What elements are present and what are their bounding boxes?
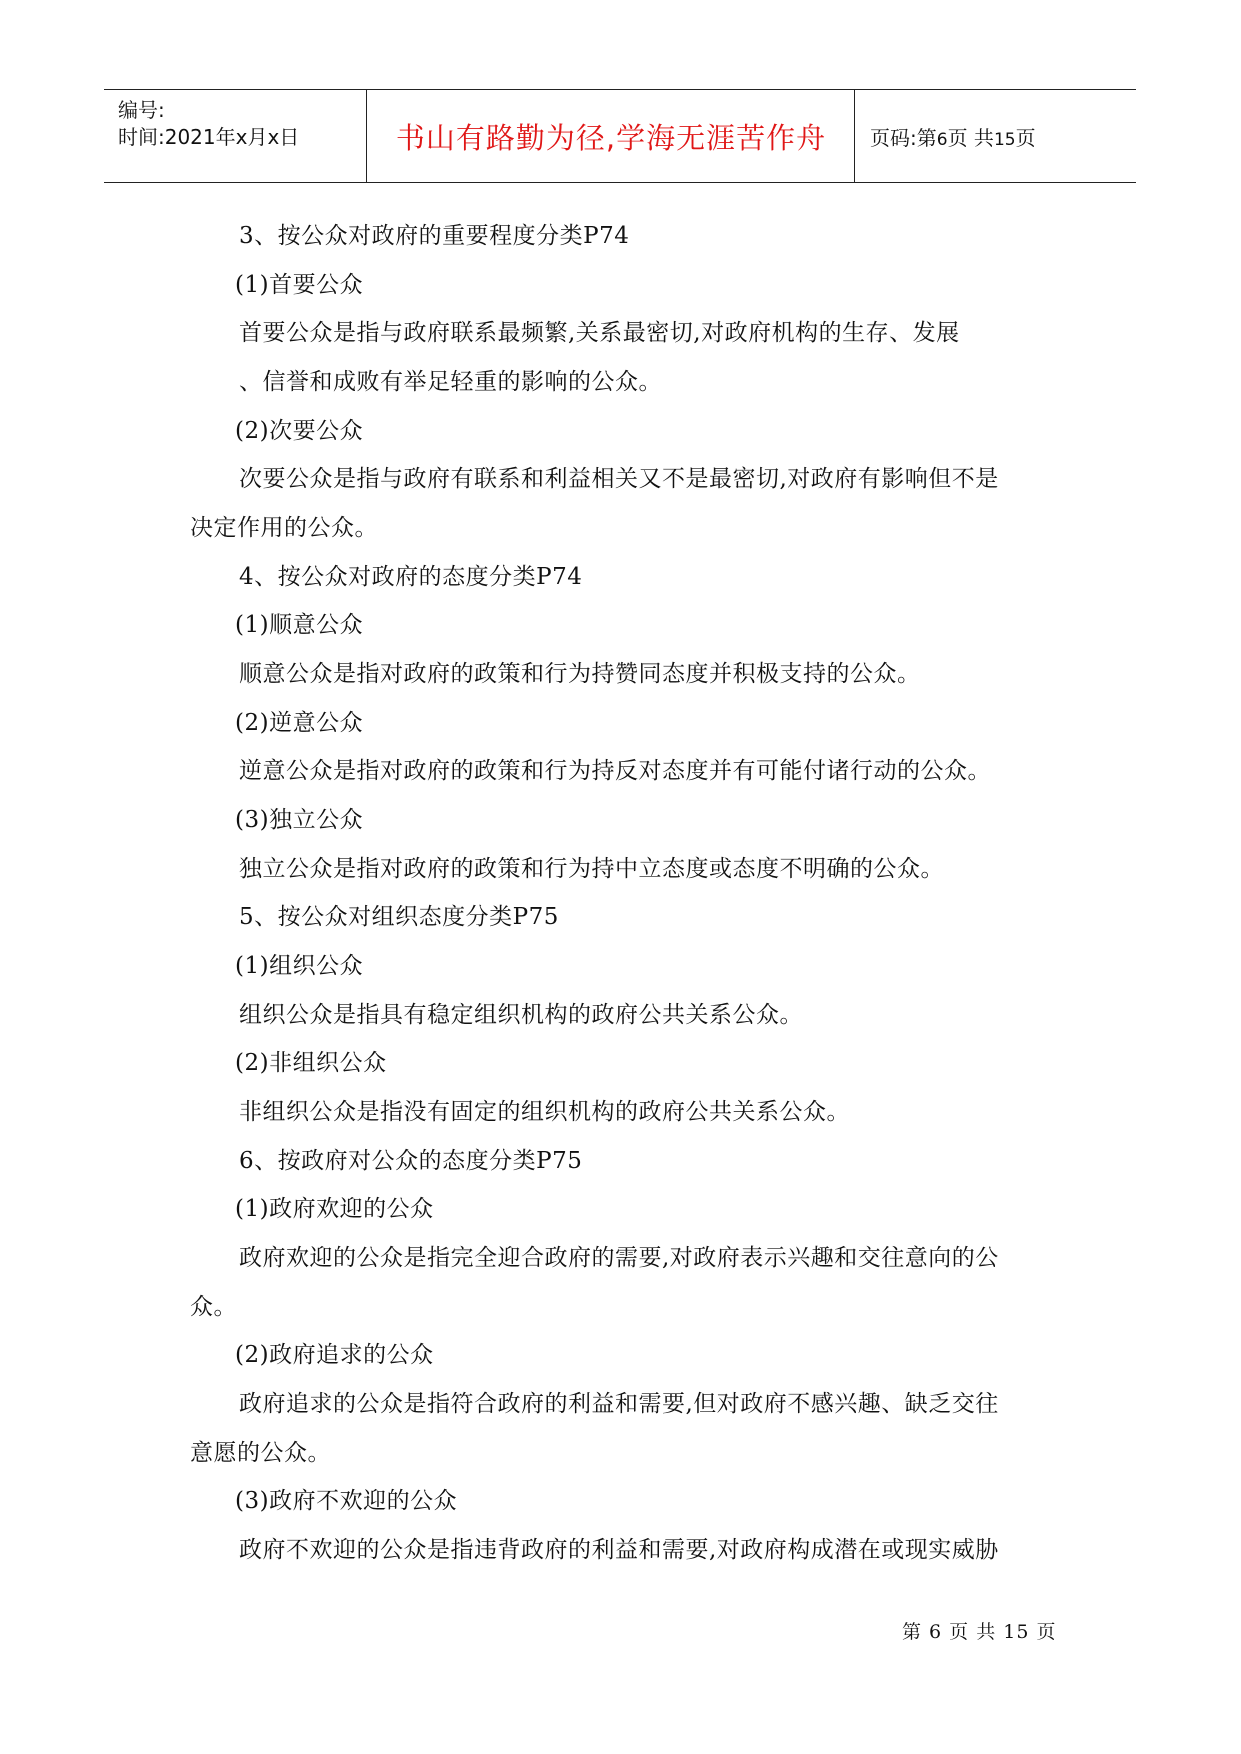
heading-3: 3、按公众对政府的重要程度分类P74 (239, 223, 630, 249)
page-header (104, 89, 1136, 183)
page-footer: 第 6 页 共 15 页 (902, 1621, 1057, 1643)
subheading-organized-public: (1)组织公众 (235, 953, 364, 979)
time-label: 时间:2021年x月x日 (118, 125, 300, 149)
heading-4: 4、按公众对政府的态度分类P74 (239, 564, 583, 590)
paragraph-line: 政府欢迎的公众是指完全迎合政府的需要,对政府表示兴趣和交往意向的公 (239, 1245, 999, 1271)
subheading-pursued-public: (2)政府追求的公众 (235, 1342, 434, 1368)
page-total: 15 (993, 129, 1016, 150)
subheading-unwelcomed-public: (3)政府不欢迎的公众 (235, 1488, 458, 1514)
paragraph-line: 、信誉和成败有举足轻重的影响的公众。 (239, 369, 662, 395)
paragraph-line: 众。 (190, 1294, 237, 1320)
subheading-independent-public: (3)独立公众 (235, 807, 364, 833)
subheading-adverse-public: (2)逆意公众 (235, 710, 364, 736)
page-prefix: 页码:第 (870, 125, 937, 150)
motto-text: 书山有路勤为径,学海无涯苦作舟 (395, 120, 827, 155)
paragraph-line: 首要公众是指与政府联系最频繁,关系最密切,对政府机构的生存、发展 (239, 320, 960, 346)
header-motto-cell (368, 90, 855, 182)
page-mid: 页 共 (947, 125, 994, 150)
header-page-cell (856, 90, 1136, 182)
header-page-info (870, 122, 1036, 151)
subheading-unorganized-public: (2)非组织公众 (235, 1050, 387, 1076)
subheading-favorable-public: (1)顺意公众 (235, 612, 364, 638)
paragraph-line: 政府追求的公众是指符合政府的利益和需要,但对政府不感兴趣、缺乏交往 (239, 1391, 999, 1417)
paragraph-line: 顺意公众是指对政府的政策和行为持赞同态度并积极支持的公众。 (239, 661, 921, 687)
subheading-primary-public: (1)首要公众 (235, 272, 364, 298)
paragraph-line: 独立公众是指对政府的政策和行为持中立态度或态度不明确的公众。 (239, 856, 944, 882)
paragraph-line: 非组织公众是指没有固定的组织机构的政府公共关系公众。 (239, 1099, 850, 1125)
paragraph-line: 意愿的公众。 (190, 1440, 331, 1466)
page-suffix: 页 (1015, 125, 1036, 150)
page-current: 6 (936, 129, 948, 150)
serial-number-label: 编号: (118, 98, 165, 122)
paragraph-line: 逆意公众是指对政府的政策和行为持反对态度并有可能付诸行动的公众。 (239, 758, 991, 784)
paragraph-line: 政府不欢迎的公众是指违背政府的利益和需要,对政府构成潜在或现实威胁 (239, 1537, 999, 1563)
paragraph-line: 组织公众是指具有稳定组织机构的政府公共关系公众。 (239, 1002, 803, 1028)
subheading-welcomed-public: (1)政府欢迎的公众 (235, 1196, 434, 1222)
subheading-secondary-public: (2)次要公众 (235, 418, 364, 444)
header-info-cell (104, 90, 367, 182)
paragraph-line: 决定作用的公众。 (190, 515, 378, 541)
heading-6: 6、按政府对公众的态度分类P75 (239, 1148, 583, 1174)
heading-5: 5、按公众对组织态度分类P75 (239, 904, 559, 930)
paragraph-line: 次要公众是指与政府有联系和利益相关又不是最密切,对政府有影响但不是 (239, 466, 999, 492)
